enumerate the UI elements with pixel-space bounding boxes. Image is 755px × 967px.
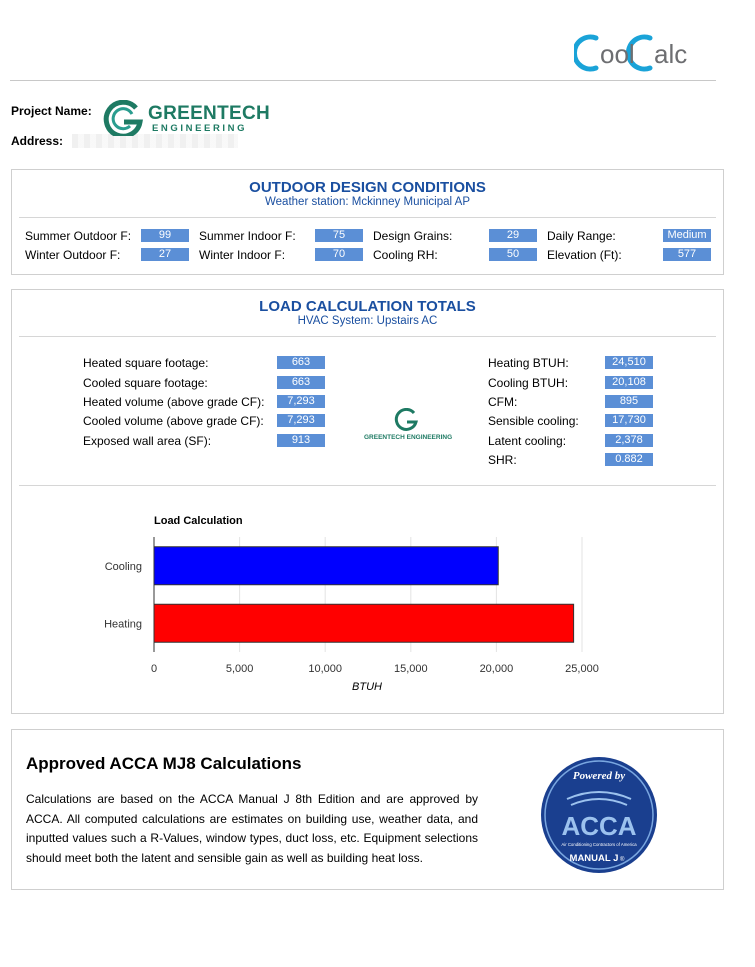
greentech-mark-icon <box>100 100 146 136</box>
outdoor-value: 99 <box>141 229 189 242</box>
outdoor-divider <box>19 217 716 218</box>
chart-bar-cooling <box>154 547 498 585</box>
chart-x-tick-label: 5,000 <box>225 663 254 675</box>
totals-label: Sensible cooling: <box>488 414 579 428</box>
totals-value: 895 <box>605 395 653 408</box>
totals-title: LOAD CALCULATION TOTALS <box>259 298 476 315</box>
totals-value: 0.882 <box>605 453 653 466</box>
seal-tagline: Air Conditioning Contractors of America <box>561 842 637 847</box>
greentech-name: GREENTECH <box>148 103 270 124</box>
outdoor-label: Summer Outdoor F: <box>25 229 132 243</box>
totals-value: 2,378 <box>605 434 653 447</box>
outdoor-label: Daily Range: <box>547 229 616 243</box>
totals-value: 663 <box>277 376 325 389</box>
outdoor-design-panel <box>11 169 724 275</box>
load-calculation-chart <box>12 290 723 713</box>
outdoor-value: 577 <box>663 248 711 261</box>
chart-x-axis-label: BTUH <box>352 681 382 693</box>
totals-label: Cooling BTUH: <box>488 376 569 390</box>
totals-label: Cooled volume (above grade CF): <box>83 414 264 428</box>
outdoor-label: Cooling RH: <box>373 248 438 262</box>
outdoor-subtitle: Weather station: Mckinney Municipal AP <box>265 196 470 208</box>
greentech-watermark-text: GREENTECH ENGINEERING <box>364 434 453 441</box>
seal-powered-by: Powered by <box>572 770 626 782</box>
outdoor-label: Winter Indoor F: <box>199 248 286 262</box>
outdoor-title: OUTDOOR DESIGN CONDITIONS <box>249 179 486 196</box>
outdoor-value: 75 <box>315 229 363 242</box>
totals-label: Latent cooling: <box>488 434 567 448</box>
outdoor-value: 27 <box>141 248 189 261</box>
outdoor-value: 50 <box>489 248 537 261</box>
totals-label: Exposed wall area (SF): <box>83 434 212 448</box>
greentech-logo <box>100 100 270 136</box>
chart-x-tick-label: 25,000 <box>565 663 599 675</box>
greentech-subtitle: ENGINEERING <box>152 123 248 134</box>
totals-value: 20,108 <box>605 376 653 389</box>
totals-label: Heating BTUH: <box>488 356 569 370</box>
chart-x-tick-label: 10,000 <box>308 663 343 675</box>
chart-x-tick-label: 20,000 <box>479 663 514 675</box>
address-label: Address: <box>11 134 64 148</box>
chart-category-label: Heating <box>104 618 142 631</box>
totals-value: 913 <box>277 434 325 447</box>
acca-manual-j-seal <box>539 755 659 875</box>
cool-calc-logo <box>574 28 714 76</box>
brand-text <box>580 61 581 62</box>
outdoor-value: Medium <box>663 229 711 242</box>
outdoor-label: Summer Indoor F: <box>199 229 296 243</box>
outdoor-value: 29 <box>489 229 537 242</box>
totals-value: 17,730 <box>605 414 653 427</box>
outdoor-label: Design Grains: <box>373 229 453 243</box>
svg-text:ool: ool <box>600 39 635 69</box>
totals-value: 7,293 <box>277 414 325 427</box>
totals-label: Heated volume (above grade CF): <box>83 395 265 409</box>
acca-description: Calculations are based on the ACCA Manual J 8th Edition and are approved by ACCA. All computed calculations are estimates on building use, weather data, and inputted values such a R-Values, window types, duct loss, etc. Equipment selections should meet both the latent and sensible gain as well as building heat loss. <box>26 792 478 865</box>
seal-product-mark: ® <box>620 857 625 863</box>
seal-brand: ACCA <box>561 811 637 841</box>
svg-text:alc: alc <box>654 39 688 69</box>
totals-value: 663 <box>277 356 325 369</box>
chart-x-tick-label: 0 <box>150 663 158 675</box>
acca-title: Approved ACCA MJ8 Calculations <box>26 754 302 773</box>
outdoor-label: Winter Outdoor F: <box>25 248 121 262</box>
outdoor-value: 70 <box>315 248 363 261</box>
totals-subtitle: HVAC System: Upstairs AC <box>297 315 438 327</box>
seal-product: MANUAL J <box>569 853 619 864</box>
chart-x-tick-label: 15,000 <box>393 663 428 675</box>
totals-label: Cooled square footage: <box>83 376 208 390</box>
redacted-address <box>72 134 238 148</box>
project-name-label: Project Name: <box>11 104 92 118</box>
chart-title: Load Calculation <box>154 515 243 527</box>
acca-panel <box>11 729 724 890</box>
totals-label: Heated square footage: <box>83 356 209 370</box>
totals-value: 7,293 <box>277 395 325 408</box>
outdoor-label: Elevation (Ft): <box>547 248 622 262</box>
header-divider <box>10 80 716 81</box>
load-totals-panel <box>11 289 724 714</box>
chart-category-label: Cooling <box>104 560 142 573</box>
totals-label: SHR: <box>488 453 517 467</box>
totals-value: 24,510 <box>605 356 653 369</box>
totals-label: CFM: <box>488 395 518 409</box>
chart-bar-heating <box>154 604 574 642</box>
